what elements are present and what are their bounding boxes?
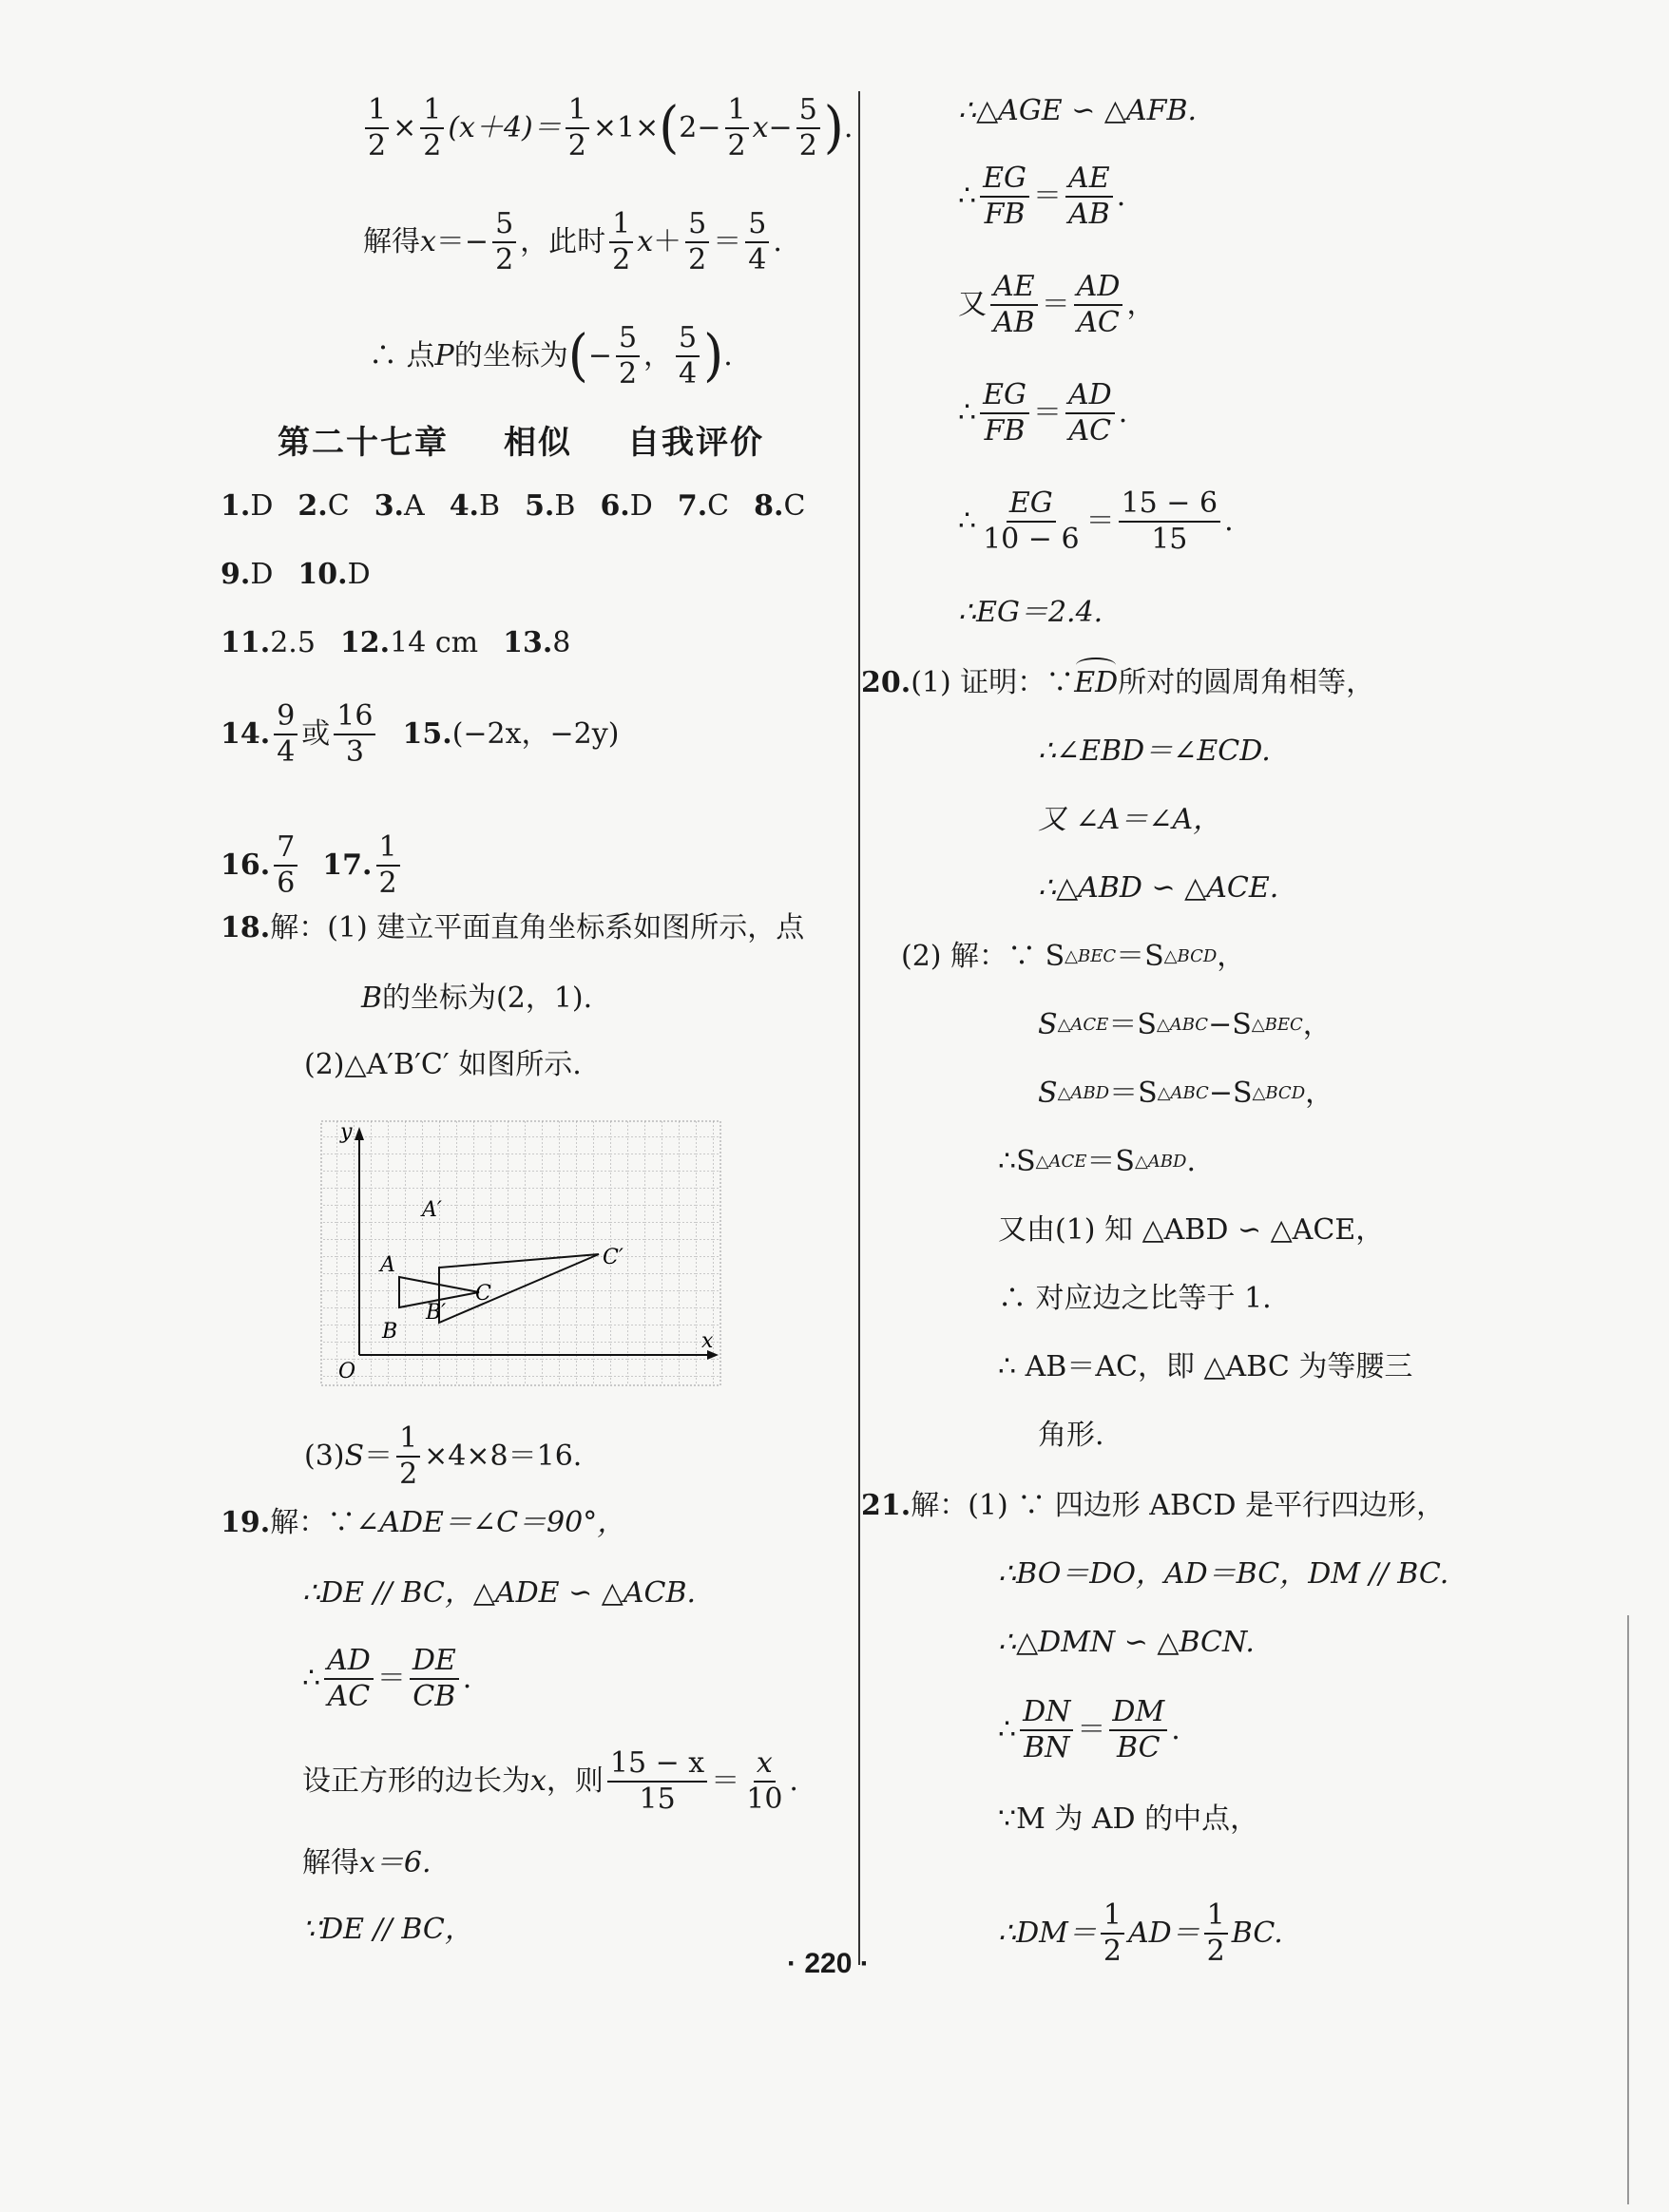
fraction: $\frac{DM}{BC}$ bbox=[1109, 1697, 1167, 1763]
point-a-label: A bbox=[380, 1253, 395, 1277]
q20-line-10: ∴ 对应边之比等于 1. bbox=[998, 1282, 1272, 1315]
origin-label: O bbox=[338, 1360, 356, 1383]
q20-line-1: 20. (1) 证明：∵ ED 所对的圆周角相等， bbox=[861, 666, 1375, 699]
x-label: x bbox=[701, 1329, 714, 1353]
equation-line-3: ∴ 点 P 的坐标为 ( − $\frac{5}{2}$ ， $\frac{5}{4}$ ) . bbox=[369, 321, 733, 391]
q20-line-11: ∴ AB＝AC，即 △ABC 为等腰三 bbox=[998, 1350, 1413, 1383]
fraction: $\frac{16}{3}$ bbox=[334, 701, 375, 767]
fraction: $\frac{1}{2}$ bbox=[566, 95, 589, 161]
q16-q17-answers: 16. $\frac{7}{6}$ 17. $\frac{1}{2}$ bbox=[221, 832, 404, 898]
fraction: $\frac{1}{2}$ bbox=[396, 1423, 420, 1489]
chapter-heading: 第二十七章 相似 自我评价 bbox=[278, 424, 764, 462]
point-c-label: C bbox=[475, 1282, 491, 1306]
r-line-5: ∴ $\frac{EG}{10 - 6}$ ＝ $\frac{15 - 6}{15}$ . bbox=[958, 486, 1234, 556]
q21-line-1: 21. 解：(1) ∵ 四边形 ABCD 是平行四边形， bbox=[861, 1489, 1446, 1522]
equation-line-1: $\frac{1}{2}$ × $\frac{1}{2}$ (x＋4)＝ $\frac{1}{2}$ ×1× ( 2− $\frac{1}{2}$ x− $\frac{5}{2}$ ) . bbox=[361, 95, 853, 161]
q19-line-6: ∵DE // BC， bbox=[302, 1913, 473, 1946]
q19-line-4: 设正方形的边长为 x ，则 $\frac{15 - x}{15}$ ＝ $\frac{x}{10}$ . bbox=[302, 1746, 798, 1816]
fraction: $\frac{1}{2}$ bbox=[725, 95, 749, 161]
fraction: $\frac{5}{2}$ bbox=[492, 209, 516, 275]
fraction: $\frac{AD}{AC}$ bbox=[1065, 380, 1115, 446]
r-line-2: ∴ $\frac{EG}{FB}$ ＝ $\frac{AE}{AB}$ . bbox=[958, 162, 1126, 231]
equation-line-2: 解得 x ＝− $\frac{5}{2}$ ，此时 $\frac{1}{2}$ x ＋ $\frac{5}{2}$ ＝ $\frac{5}{4}$ . bbox=[363, 207, 782, 276]
q20-line-6: S △ACE ＝S △ABC −S △BEC ， bbox=[1038, 1008, 1332, 1041]
fraction: $\frac{AE}{AB}$ bbox=[1065, 163, 1113, 229]
column-divider bbox=[858, 91, 860, 1965]
q19-line-1: 19. 解：∵ ∠ADE＝∠C＝90°， bbox=[221, 1506, 626, 1539]
r-line-1: ∴△AGE ∽ △AFB. bbox=[958, 94, 1198, 127]
q18-line-3: (2)△A′B′C′ 如图所示. bbox=[304, 1048, 582, 1081]
q21-line-6: ∴DM＝ $\frac{1}{2}$ AD＝ $\frac{1}{2}$ BC. bbox=[998, 1898, 1283, 1968]
fraction: $\frac{EG}{FB}$ bbox=[980, 380, 1029, 446]
fraction: $\frac{EG}{FB}$ bbox=[980, 163, 1029, 229]
fraction: $\frac{x}{10}$ bbox=[746, 1746, 783, 1816]
q21-line-4: ∴ $\frac{DN}{BN}$ ＝ $\frac{DM}{BC}$ . bbox=[998, 1695, 1180, 1764]
q20-line-9: 又由(1) 知 △ABD ∽ △ACE， bbox=[998, 1213, 1385, 1247]
fraction: $\frac{1}{2}$ bbox=[365, 95, 389, 161]
fraction: $\frac{1}{2}$ bbox=[1204, 1900, 1228, 1966]
page-edge-line bbox=[1627, 1615, 1629, 2204]
r-line-4: ∴ $\frac{EG}{FB}$ ＝ $\frac{AD}{AC}$ . bbox=[958, 378, 1128, 448]
q14-q15-answers: 14. $\frac{9}{4}$ 或 $\frac{16}{3}$ 15. (−2x，−2y) bbox=[221, 699, 620, 769]
r-line-3: 又 $\frac{AE}{AB}$ ＝ $\frac{AD}{AC}$ ， bbox=[958, 270, 1156, 339]
fraction: $\frac{5}{2}$ bbox=[616, 323, 640, 389]
q20-line-12: 角形. bbox=[1038, 1419, 1104, 1452]
fraction: $\frac{EG}{10 - 6}$ bbox=[983, 486, 1080, 556]
fraction: $\frac{1}{2}$ bbox=[420, 95, 444, 161]
fraction: $\frac{1}{2}$ bbox=[609, 209, 633, 275]
fraction: $\frac{15 - 6}{15}$ bbox=[1119, 488, 1220, 554]
fraction: $\frac{5}{2}$ bbox=[685, 209, 709, 275]
q20-line-8: ∴S △ACE ＝S △ABD . bbox=[998, 1145, 1197, 1178]
fraction: $\frac{DE}{CB}$ bbox=[410, 1646, 459, 1711]
fraction: $\frac{9}{4}$ bbox=[274, 701, 297, 767]
r-line-6: ∴EG＝2.4. bbox=[958, 596, 1103, 629]
fraction: $\frac{DN}{BN}$ bbox=[1020, 1697, 1073, 1763]
q19-line-5: 解得 x＝6. bbox=[302, 1846, 432, 1879]
q20-line-2: ∴∠EBD＝∠ECD. bbox=[1038, 734, 1271, 768]
fraction: $\frac{7}{6}$ bbox=[274, 832, 297, 898]
q18-line-1: 18. 解：(1) 建立平面直角坐标系如图所示，点 bbox=[221, 911, 805, 944]
point-c-prime-label: C′ bbox=[603, 1246, 623, 1269]
q20-line-5: (2) 解：∵ S △BEC ＝S △BCD ， bbox=[901, 940, 1246, 973]
fraction: $\frac{1}{2}$ bbox=[1101, 1900, 1124, 1966]
q21-line-2: ∴BO＝DO，AD＝BC，DM // BC. bbox=[998, 1557, 1449, 1591]
fraction: $\frac{AD}{AC}$ bbox=[1074, 272, 1123, 337]
fraction: $\frac{5}{2}$ bbox=[796, 95, 820, 161]
fraction: $\frac{AD}{AC}$ bbox=[324, 1646, 374, 1711]
point-a-prime-label: A′ bbox=[422, 1198, 442, 1222]
point-b-label: B bbox=[382, 1320, 398, 1344]
fill-answers-row: 11. 2.5 12. 14 cm 13. 8 bbox=[221, 626, 571, 659]
mc-answers-row-2: 9. D 10. D bbox=[221, 558, 371, 591]
arc-ed: ED bbox=[1074, 666, 1119, 699]
q18-line-2: B 的坐标为(2，1). bbox=[361, 982, 593, 1015]
y-label: y bbox=[340, 1120, 353, 1144]
fraction: $\frac{AE}{AB}$ bbox=[990, 272, 1038, 337]
fraction: $\frac{15 - x}{15}$ bbox=[607, 1748, 707, 1814]
fraction: $\frac{1}{2}$ bbox=[376, 832, 400, 898]
page-number: · 220 · bbox=[787, 1948, 870, 1979]
q20-line-3: 又 ∠A＝∠A， bbox=[1038, 803, 1222, 836]
q21-line-3: ∴△DMN ∽ △BCN. bbox=[998, 1626, 1255, 1659]
fraction: $\frac{5}{4}$ bbox=[676, 323, 700, 389]
fraction: $\frac{5}{4}$ bbox=[745, 209, 769, 275]
coordinate-grid-figure bbox=[319, 1119, 722, 1387]
q21-line-5: ∵M 为 AD 的中点， bbox=[998, 1802, 1259, 1836]
q19-line-2: ∴DE // BC，△ADE ∽ △ACB. bbox=[302, 1576, 697, 1610]
point-b-prime-label: B′ bbox=[426, 1301, 447, 1325]
q19-line-3: ∴ $\frac{AD}{AC}$ ＝ $\frac{DE}{CB}$ . bbox=[302, 1644, 472, 1713]
mc-answers-row-1: 1. D 2. C 3. A 4. B 5. B 6. D 7. C 8. C bbox=[221, 489, 806, 523]
q20-line-7: S △ABD ＝S △ABC −S △BCD ， bbox=[1038, 1077, 1334, 1110]
q18-line-4: (3) S ＝ $\frac{1}{2}$ ×4×8＝16. bbox=[304, 1421, 583, 1491]
q20-line-4: ∴△ABD ∽ △ACE. bbox=[1038, 871, 1279, 905]
